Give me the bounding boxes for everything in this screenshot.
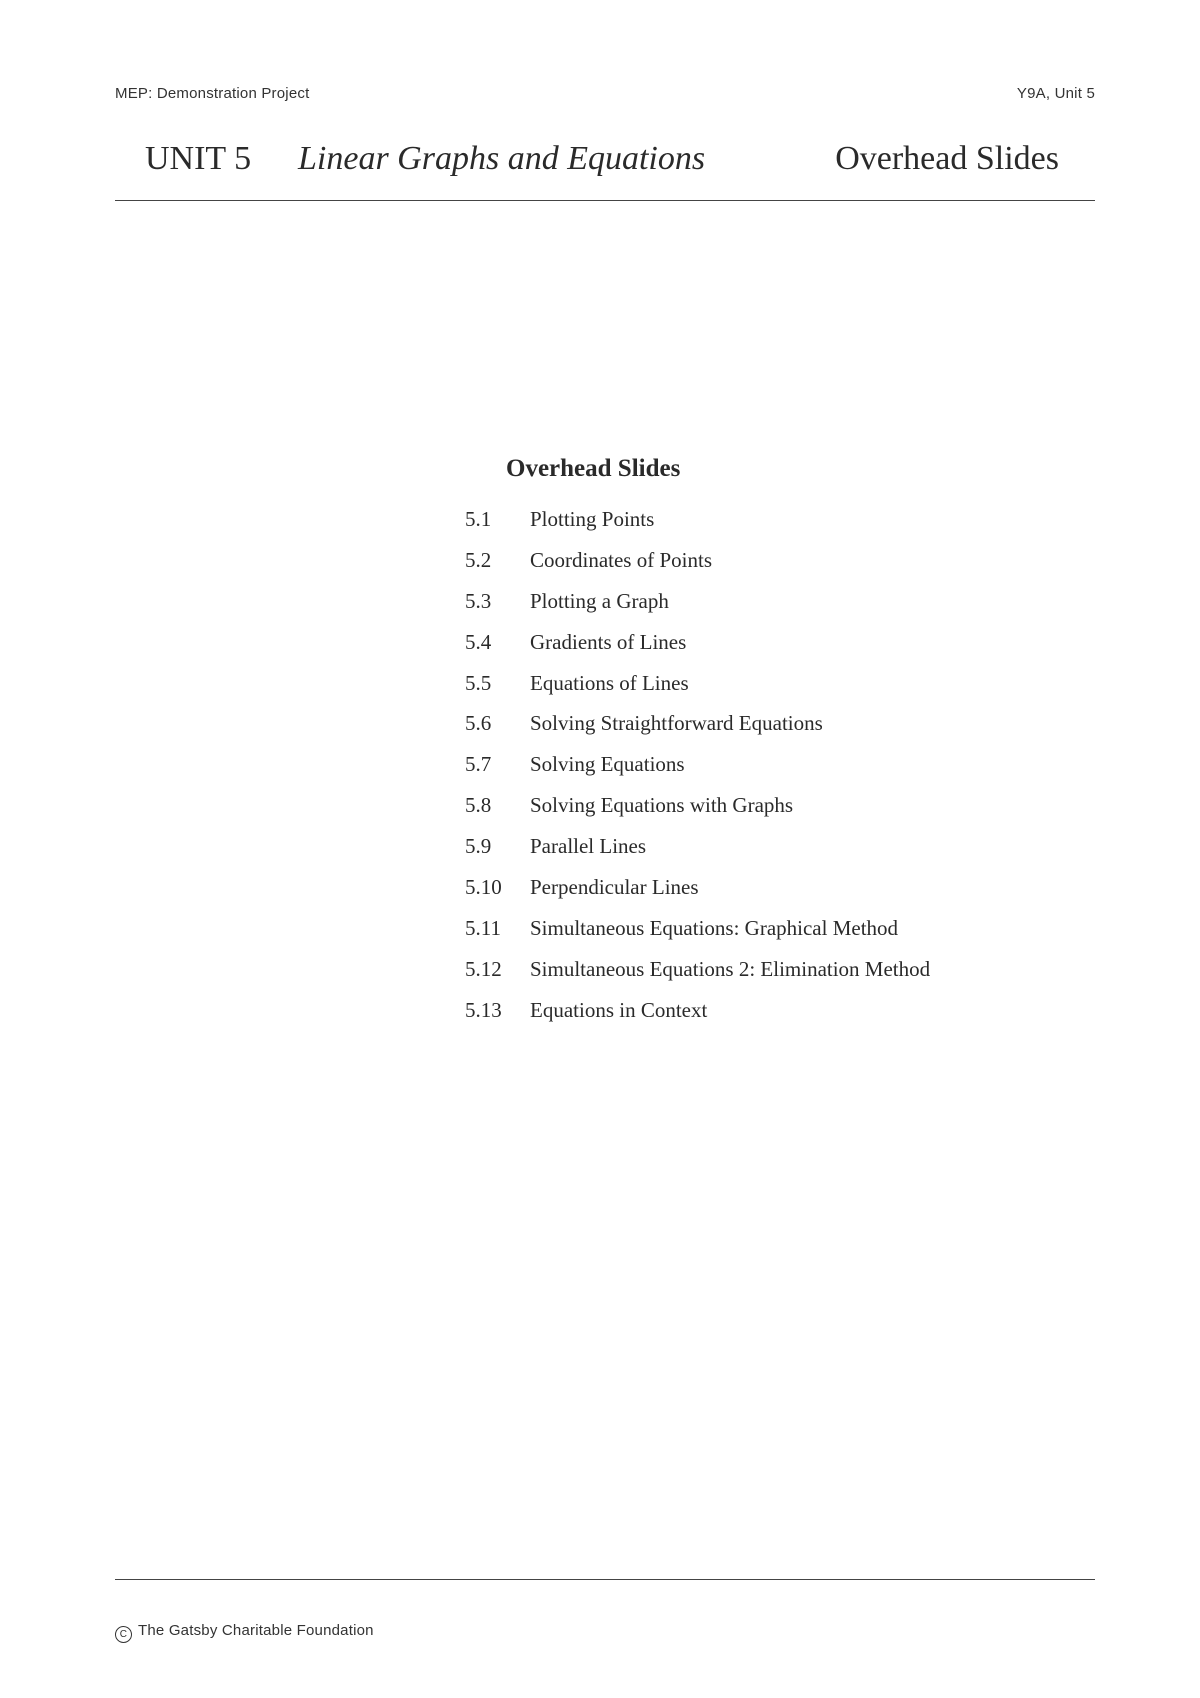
list-item (465, 875, 1085, 916)
list-item (465, 793, 1085, 834)
slide-number: 5.13 (465, 997, 502, 1022)
footer (115, 1622, 374, 1643)
slide-number: 5.11 (465, 915, 501, 940)
slide-title: Simultaneous Equations: Graphical Method (530, 915, 899, 940)
slide-number: 5.8 (465, 793, 492, 818)
slide-number: 5.2 (465, 547, 492, 572)
slide-title: Coordinates of Points (530, 547, 712, 572)
list-item (465, 671, 1085, 712)
list-item (465, 711, 1085, 752)
slide-number: 5.7 (465, 752, 492, 777)
copyright-icon: C (115, 1626, 132, 1643)
unit-title: Linear Graphs and Equations (298, 140, 706, 177)
slide-number: 5.9 (465, 834, 492, 859)
slides-contents (465, 455, 1085, 1039)
slide-title: Parallel Lines (530, 834, 647, 859)
list-item (465, 548, 1085, 589)
slide-title: Plotting a Graph (530, 588, 669, 613)
contents-heading: Overhead Slides (506, 455, 681, 482)
section-title: Overhead Slides (835, 140, 1059, 177)
list-item (465, 957, 1085, 998)
header-unit-ref: Y9A, Unit 5 (1016, 85, 1095, 102)
slide-title: Perpendicular Lines (530, 875, 699, 900)
slides-list (465, 507, 1085, 1039)
slide-number: 5.5 (465, 670, 492, 695)
slide-title: Solving Straightforward Equations (530, 711, 823, 736)
list-item (465, 630, 1085, 671)
list-item (465, 916, 1085, 957)
list-item (465, 998, 1085, 1039)
slide-number: 5.1 (465, 507, 492, 531)
slide-title: Plotting Points (530, 507, 655, 531)
list-item (465, 589, 1085, 630)
header-divider (115, 200, 1095, 201)
slide-number: 5.10 (465, 875, 502, 900)
list-item (465, 834, 1085, 875)
unit-number: UNIT 5 (145, 140, 252, 177)
slide-title: Equations of Lines (530, 670, 689, 695)
page-title (115, 140, 1095, 184)
slide-title: Gradients of Lines (530, 629, 687, 654)
header-project-name: MEP: Demonstration Project (115, 85, 310, 102)
footer-divider (115, 1579, 1095, 1580)
slide-title: Solving Equations with Graphs (530, 793, 794, 818)
slide-title: Equations in Context (530, 997, 708, 1022)
list-item (465, 507, 1085, 548)
slide-number: 5.6 (465, 711, 492, 736)
slide-number: 5.3 (465, 588, 492, 613)
slide-number: 5.12 (465, 956, 502, 981)
footer-organization: The Gatsby Charitable Foundation (138, 1622, 374, 1639)
list-item (465, 752, 1085, 793)
slide-title: Solving Equations (530, 752, 685, 777)
slide-title: Simultaneous Equations 2: Elimination Method (530, 956, 931, 981)
slide-number: 5.4 (465, 629, 492, 654)
